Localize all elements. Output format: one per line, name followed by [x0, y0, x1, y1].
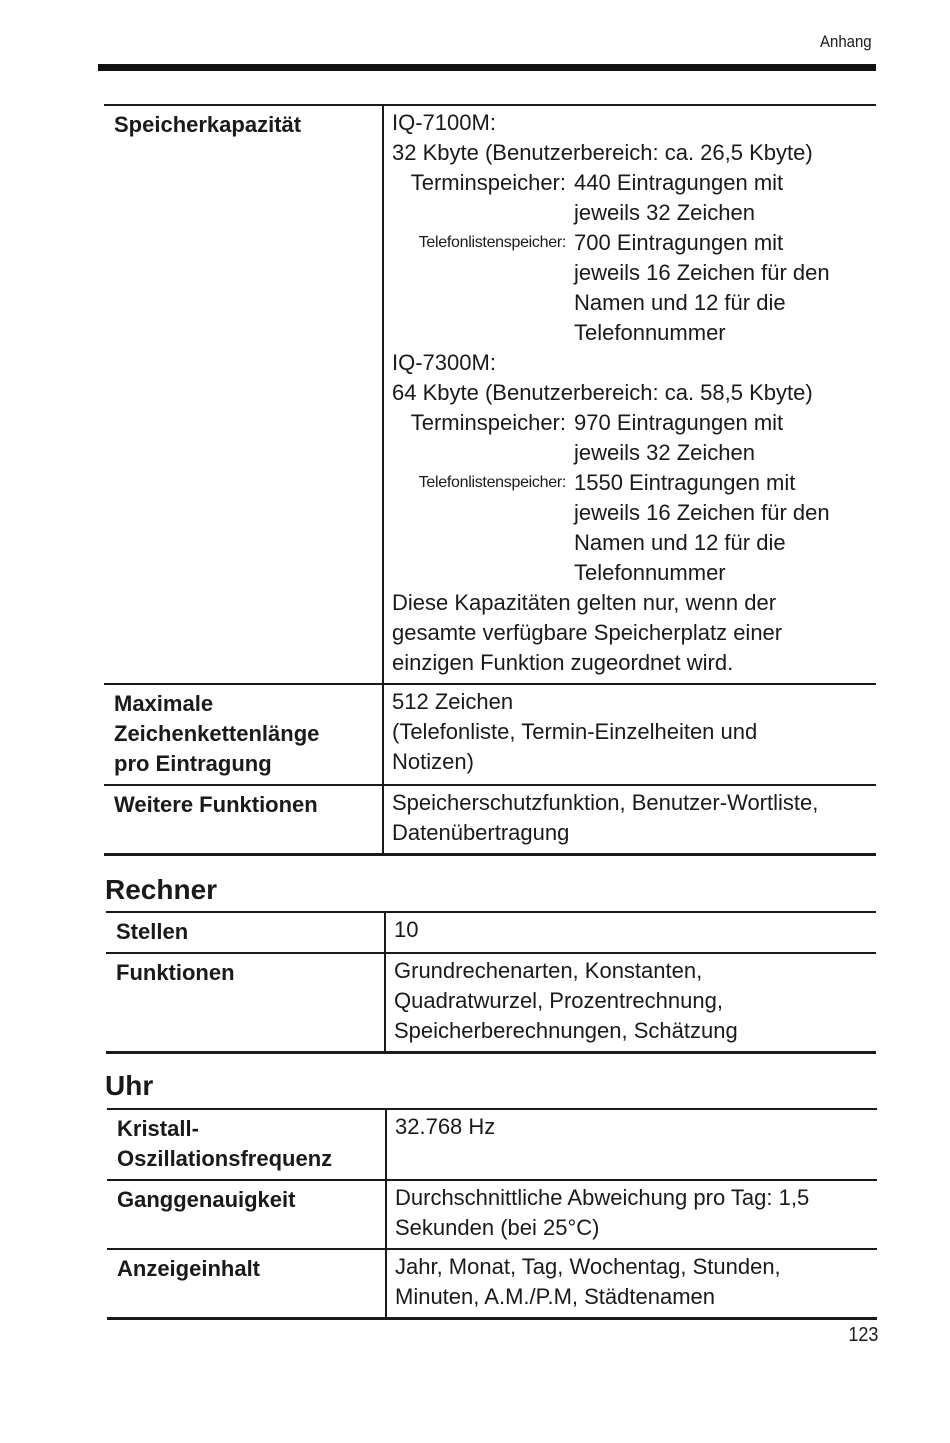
calculator-title: Rechner [105, 874, 218, 905]
model1-size: 32 Kbyte (Benutzerbereich: ca. 26,5 Kbyte) [392, 140, 813, 165]
text-line: Speicherschutzfunktion, Benutzer-Wortliste, [392, 790, 819, 815]
text-line: Telefonnummer [574, 320, 726, 345]
model1-phone-label: Telefonlistenspeicher: [418, 234, 566, 251]
text-line: 440 Eintragungen mit [574, 170, 784, 195]
text-line: Notizen) [392, 749, 474, 774]
label-line: Maximale [114, 691, 214, 716]
label-line: pro Eintragung [114, 751, 272, 776]
label-line: Zeichenkettenlänge [114, 721, 320, 746]
model2-name: IQ-7300M: [392, 350, 496, 375]
table-row [107, 1180, 877, 1249]
model1-name: IQ-7100M: [392, 110, 496, 135]
display-value [386, 1249, 877, 1319]
crystal-value: 32.768 Hz [386, 1109, 877, 1180]
accuracy-value [386, 1180, 877, 1249]
more-functions-value [383, 785, 876, 855]
text-line: jeweils 16 Zeichen für den [574, 500, 830, 525]
model2-term-label: Terminspeicher: [410, 410, 566, 435]
accuracy-label: Ganggenauigkeit [107, 1180, 386, 1249]
table-row [104, 105, 876, 684]
crystal-label [107, 1109, 386, 1180]
table-row [107, 1109, 877, 1180]
note-line: Diese Kapazitäten gelten nur, wenn der [392, 590, 777, 615]
memory-spec-table [104, 104, 876, 856]
display-label: Anzeigeinhalt [107, 1249, 386, 1319]
model1-term-row [392, 168, 870, 228]
text-line: Speicherberechnungen, Schätzung [394, 1018, 738, 1043]
digits-value: 10 [385, 912, 876, 953]
max-length-value [383, 684, 876, 785]
chapter-header: Anhang [820, 32, 872, 51]
text-line: Telefonnummer [574, 560, 726, 585]
calculator-spec-table [106, 911, 876, 1054]
table-row [104, 684, 876, 785]
text-line: Minuten, A.M./P.M, Städtenamen [395, 1284, 715, 1309]
model1-phone-row [392, 228, 870, 348]
text-line: jeweils 16 Zeichen für den [574, 260, 830, 285]
capacity-value [383, 105, 876, 684]
model2-term-row [392, 408, 870, 468]
text-line: 970 Eintragungen mit [574, 410, 784, 435]
text-line: 512 Zeichen [392, 689, 514, 714]
more-functions-label: Weitere Funktionen [104, 785, 383, 855]
table-row [104, 785, 876, 855]
note-line: gesamte verfügbare Speicherplatz einer [392, 620, 783, 645]
label-line: Kristall- [117, 1116, 199, 1141]
model2-phone-label: Telefonlistenspeicher: [418, 474, 566, 491]
model2-phone-row [392, 468, 870, 588]
table-row [106, 953, 876, 1053]
text-line: jeweils 32 Zeichen [574, 200, 755, 225]
header-rule [98, 64, 876, 71]
text-line: Quadratwurzel, Prozentrechnung, [394, 988, 723, 1013]
text-line: 1550 Eintragungen mit [574, 470, 796, 495]
model2-size: 64 Kbyte (Benutzerbereich: ca. 58,5 Kbyte) [392, 380, 813, 405]
text-line: Sekunden (bei 25°C) [395, 1215, 600, 1240]
text-line: 700 Eintragungen mit [574, 230, 784, 255]
max-length-label [104, 684, 383, 785]
text-line: (Telefonliste, Termin-Einzelheiten und [392, 719, 758, 744]
table-row [106, 912, 876, 953]
capacity-label: Speicherkapazität [104, 105, 383, 684]
text-line: Namen und 12 für die [574, 290, 786, 315]
text-line: Durchschnittliche Abweichung pro Tag: 1,5 [395, 1185, 810, 1210]
clock-title: Uhr [105, 1070, 154, 1101]
text-line: Grundrechenarten, Konstanten, [394, 958, 703, 983]
table-row [107, 1249, 877, 1319]
functions-value [385, 953, 876, 1053]
text-line: Datenübertragung [392, 820, 570, 845]
clock-spec-table [107, 1108, 877, 1320]
note-line: einzigen Funktion zugeordnet wird. [392, 650, 734, 675]
digits-label: Stellen [106, 912, 385, 953]
label-line: Oszillationsfrequenz [117, 1146, 333, 1171]
functions-label: Funktionen [106, 953, 385, 1053]
text-line: jeweils 32 Zeichen [574, 440, 755, 465]
text-line: Jahr, Monat, Tag, Wochentag, Stunden, [395, 1254, 781, 1279]
text-line: Namen und 12 für die [574, 530, 786, 555]
page-number: 123 [847, 1324, 878, 1346]
model1-term-label: Terminspeicher: [410, 170, 566, 195]
